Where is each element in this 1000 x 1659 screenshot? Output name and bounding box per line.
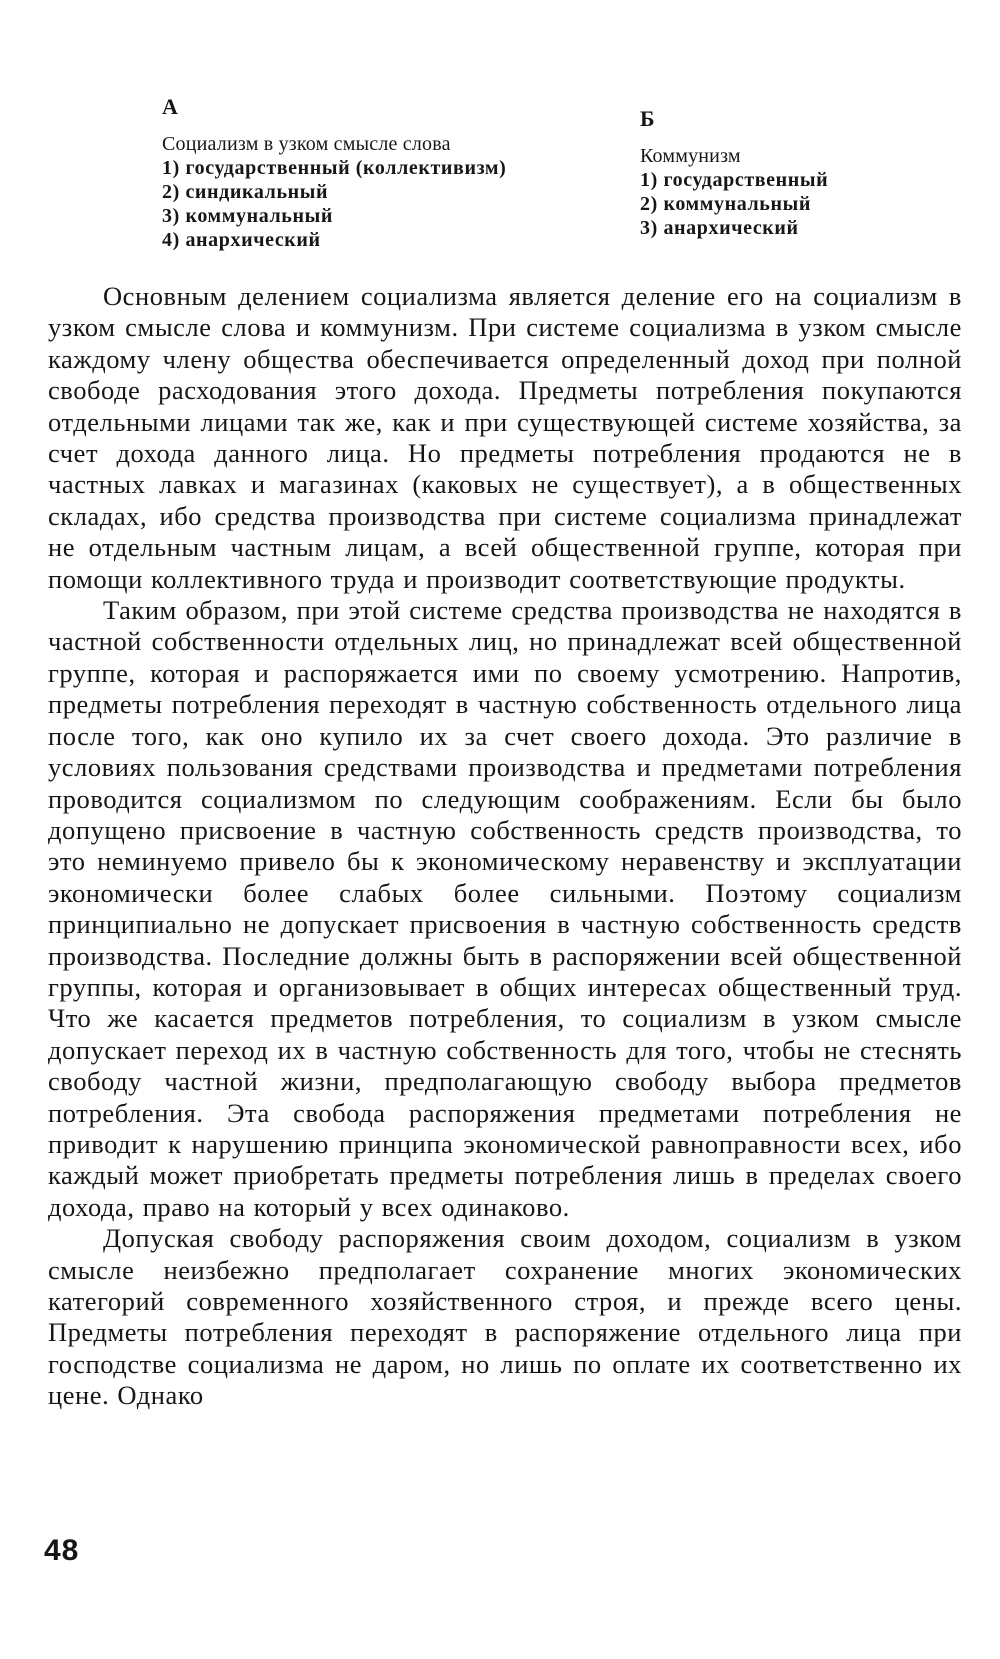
- column-a-caption: Социализм в узком смысле слова: [162, 133, 451, 155]
- column-b-item: 3) анархический: [640, 217, 799, 239]
- paragraph: Основным делением социализма является деление его на социализм в узком смысле слова и коммунизм. При системе социализма в узком смысле каждому члену общества обеспечивается определенный доход при полной свободе расходования этого дохода. Предметы потребления покупаются отдельными лицами так же, как и при существующей системе хозяйства, за счет дохода данного лица. Но предметы потребления продаются не в частных лавках и магазинах (каковых не существует), а в общественных складах, ибо средства производства при системе социализма принадлежат не отдельным частным лицам, а всей общественной группе, которая при помощи коллективного труда и производит соответствующие продукты.: [48, 281, 962, 594]
- column-b-list: [640, 168, 940, 240]
- column-a-item: 2) синдикальный: [162, 181, 329, 203]
- page-number: 48: [44, 1534, 80, 1567]
- column-b-item: 1) государственный: [640, 169, 829, 191]
- column-a-socialism: [162, 92, 582, 252]
- paragraph: Таким образом, при этой системе средства производства не находятся в частной собственности отдельных лиц, но принадлежат всей общественной группе, которая и распоряжается ими по своему усмотрению. Напротив, предметы потребления переходят в частную собственность отдельного лица после того, как оно купило их за счет своего дохода. Это различие в условиях пользования средствами производства и предметами потребления проводится социализмом по следующим соображениям. Если бы было допущено присвоение в частную собственность средств производства, то это неминуемо привело бы к экономическому неравенству и эксплуатации экономически более слабых более сильными. Поэтому социализм принципиально не допускает присвоения в частную собственность средств производства. Последние должны быть в распоряжении всей общественной группы, которая и организовывает в общих интересах общественный труд. Что же касается предметов потребления, то социализм в узком смысле допускает переход их в частную собственность для того, чтобы не стеснять свободу частной жизни, предполагающую свободу выбора предметов потребления. Эта свобода распоряжения предметами потребления не приводит к нарушению принципа экономической равноправности всех, ибо каждый может приобретать предметы потребления лишь в пределах своего дохода, право на который у всех одинаково.: [48, 595, 962, 1222]
- column-b-communism: [640, 92, 940, 240]
- column-a-letter: А: [162, 94, 178, 119]
- column-b-letter: Б: [640, 106, 655, 131]
- column-b-caption: Коммунизм: [640, 145, 741, 167]
- column-a-item: 4) анархический: [162, 229, 321, 251]
- column-a-item: 3) коммунальный: [162, 205, 333, 227]
- column-a-list: [162, 156, 582, 252]
- paragraph: Допуская свободу распоряжения своим доходом, социализм в узком смысле неизбежно предполагает сохранение многих экономических категорий современного хозяйственного строя, и прежде всего цены. Предметы потребления переходят в распоряжение отдельного лица при господстве социализма не даром, но лишь по оплате их соответственно их цене. Однако: [48, 1223, 962, 1411]
- column-a-item: 1) государственный (коллективизм): [162, 157, 507, 179]
- body-text: [48, 281, 962, 1412]
- column-b-item: 2) коммунальный: [640, 193, 811, 215]
